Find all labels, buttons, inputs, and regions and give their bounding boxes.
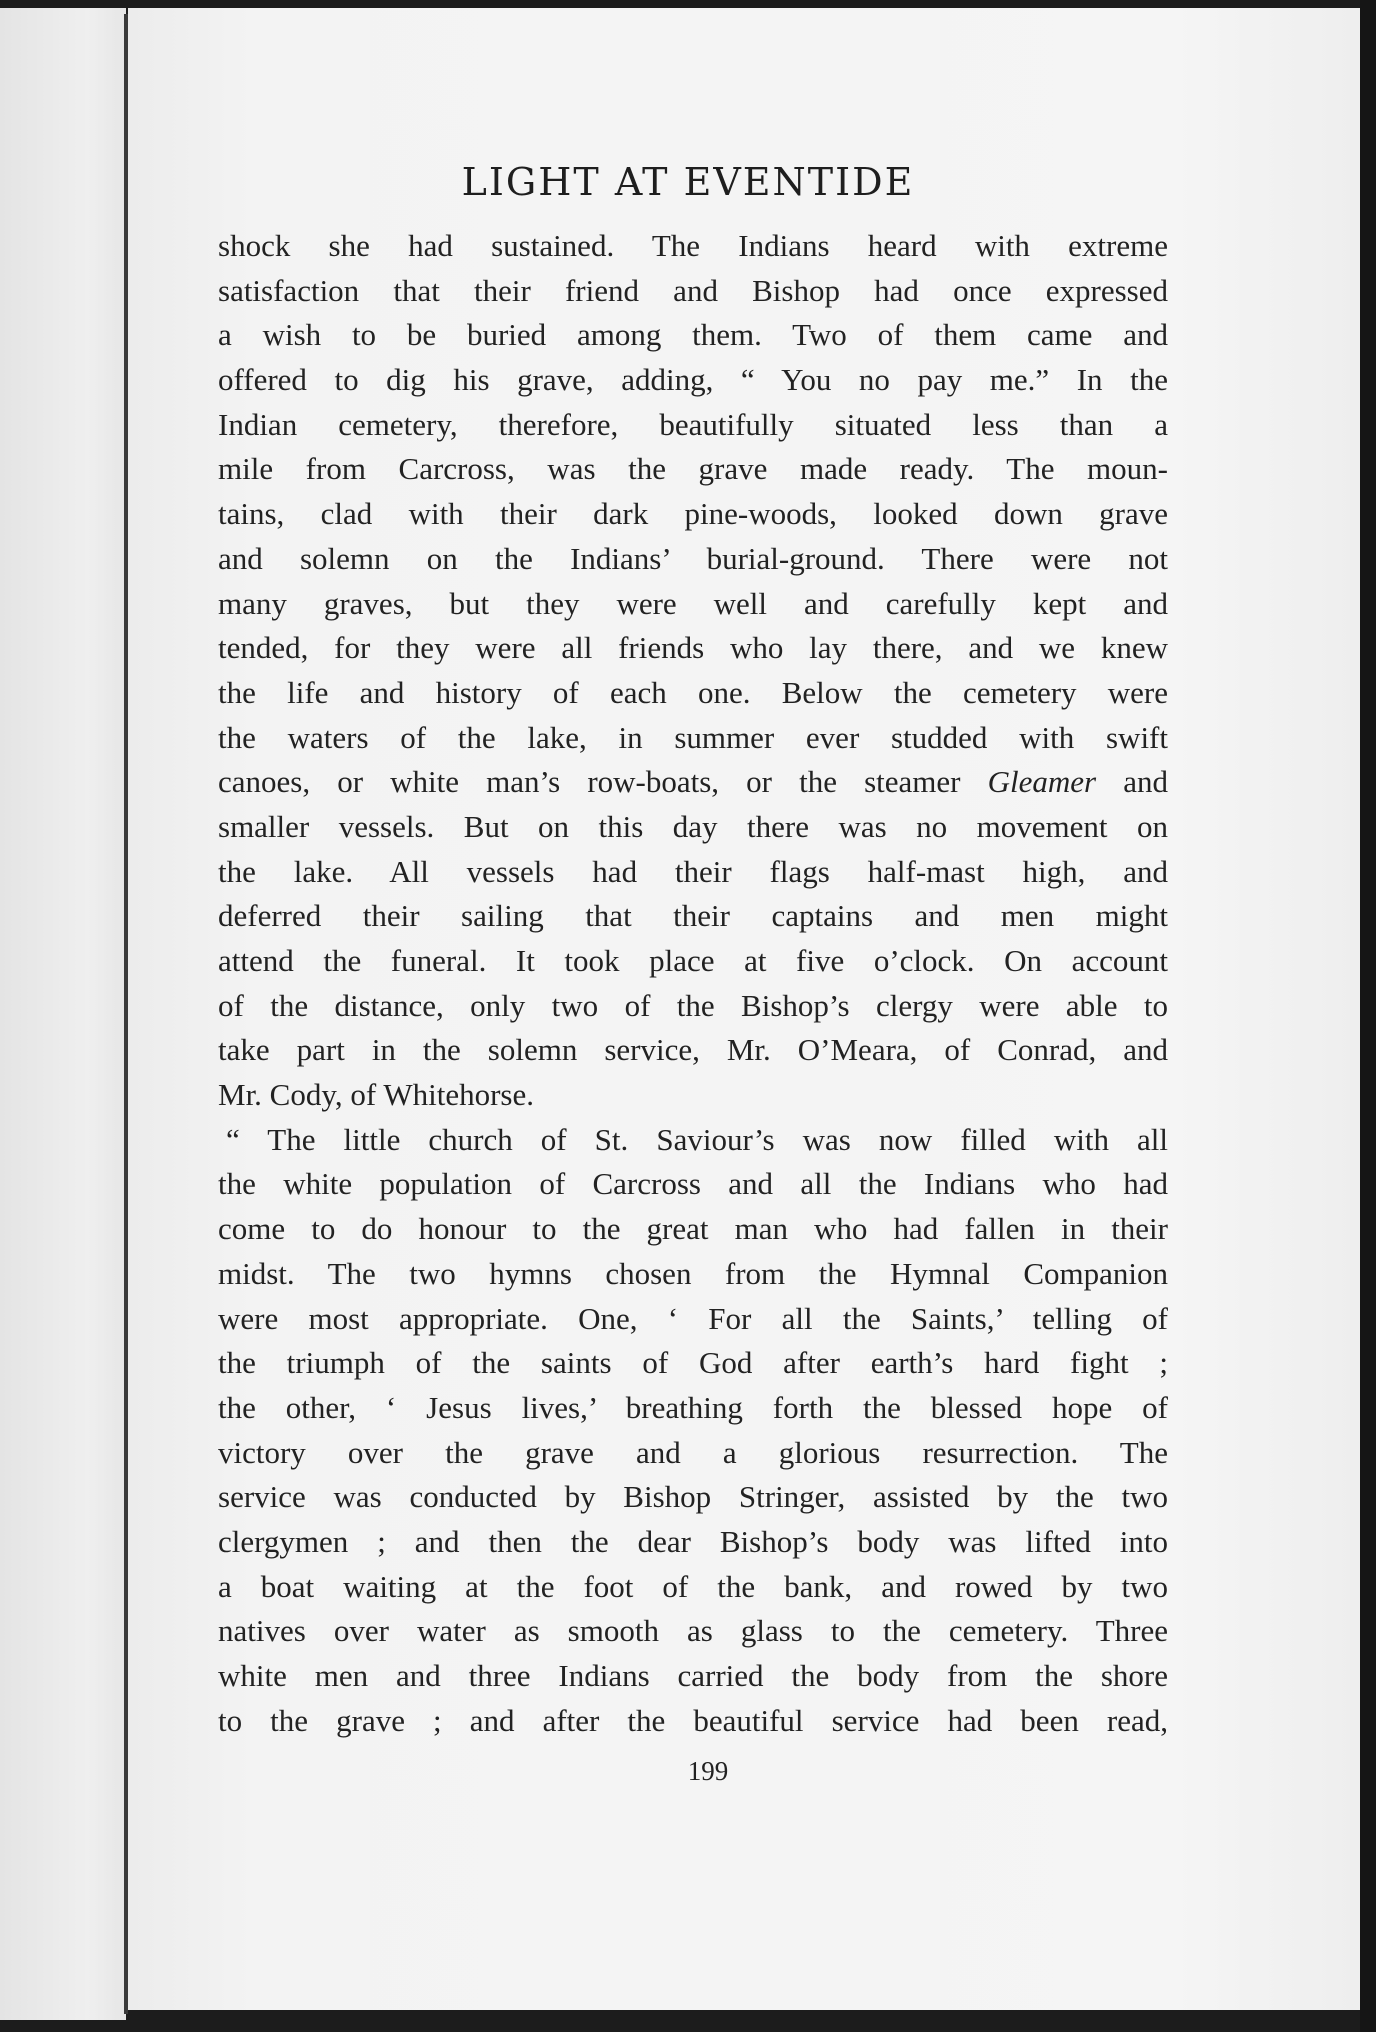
text-line: smaller vessels. But on this day there was no movement on (218, 808, 1168, 844)
text-line: a boat waiting at the foot of the bank, and rowed by two (218, 1568, 1168, 1604)
text-line: were most appropriate. One, ‘ For all the Saints,’ telling of (218, 1300, 1168, 1336)
text-line: natives over water as smooth as glass to the cemetery. Three (218, 1613, 1168, 1649)
text-line: the waters of the lake, in summer ever studded with swift (218, 719, 1168, 755)
text-line: attend the funeral. It took place at five o’clock. On account (218, 943, 1168, 978)
text-line: mile from Carcross, was the grave made ready. The moun- (218, 451, 1168, 487)
text-line: satisfaction that their friend and Bishop had once expressed (218, 272, 1168, 308)
running-head: LIGHT AT EVENTIDE (461, 160, 915, 204)
text-line: take part in the solemn service, Mr. O’Meara, of Conrad, and (218, 1032, 1168, 1068)
text-line: tended, for they were all friends who lay there, and we knew (218, 630, 1168, 666)
text-line: the triumph of the saints of God after earth’s hard fight ; (218, 1345, 1168, 1381)
text-segment: and (1123, 764, 1168, 800)
text-line: come to do honour to the great man who had fallen in their (218, 1211, 1168, 1247)
text-segment: canoes, or white man’s row-boats, or the steamer (218, 764, 961, 800)
body-text (218, 224, 1168, 1743)
text-line: many graves, but they were well and carefully kept and (218, 585, 1168, 621)
text-line: tains, clad with their dark pine-woods, looked down grave (218, 496, 1168, 532)
text-line: and solemn on the Indians’ burial-ground. There were not (218, 540, 1168, 576)
text-line: the other, ‘ Jesus lives,’ breathing forth the blessed hope of (218, 1389, 1168, 1425)
text-line: midst. The two hymns chosen from the Hymnal Companion (218, 1255, 1168, 1291)
text-line: the white population of Carcross and all the Indians who had (218, 1166, 1168, 1202)
text-line-with-italic (218, 760, 1168, 805)
paragraph-end-line: Mr. Cody, of Whitehorse. (218, 1077, 534, 1113)
text-line: offered to dig his grave, adding, “ You no pay me.” In the (218, 362, 1168, 398)
text-line: clergymen ; and then the dear Bishop’s body was lifted into (218, 1523, 1168, 1559)
text-line: white men and three Indians carried the body from the shore (218, 1658, 1168, 1693)
facing-page-margin (0, 8, 126, 2020)
text-line: of the distance, only two of the Bishop’s clergy were able to (218, 987, 1168, 1023)
text-line: the life and history of each one. Below the cemetery were (218, 674, 1168, 710)
scan-border-right (1360, 0, 1376, 2032)
text-line: the lake. All vessels had their flags half-mast high, and (218, 853, 1168, 889)
page-number: 199 (687, 1756, 729, 1786)
ship-name-italic: Gleamer (987, 764, 1097, 800)
text-line: a wish to be buried among them. Two of them came and (218, 317, 1168, 353)
text-line: victory over the grave and a glorious resurrection. The (218, 1434, 1168, 1470)
text-line: deferred their sailing that their captains and men might (218, 898, 1168, 934)
text-line: service was conducted by Bishop Stringer, assisted by the two (218, 1479, 1168, 1515)
text-line: Indian cemetery, therefore, beautifully situated less than a (218, 406, 1168, 442)
paragraph-start-line: “ The little church of St. Saviour’s was now filled with all (226, 1121, 1168, 1157)
text-line: to the grave ; and after the beautiful service had been read, (218, 1702, 1168, 1738)
text-line: shock she had sustained. The Indians heard with extreme (218, 228, 1168, 263)
